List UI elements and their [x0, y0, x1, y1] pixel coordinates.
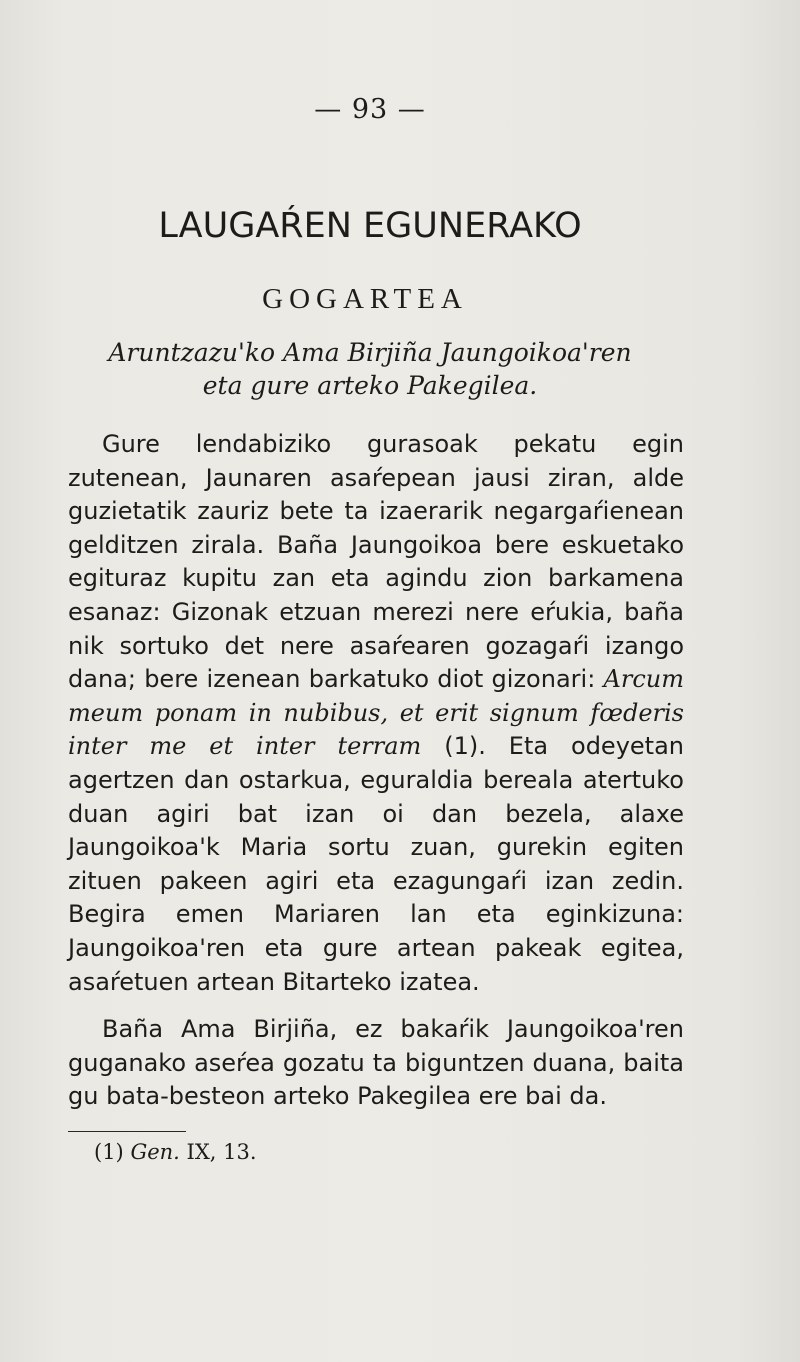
subtitle-line-2: eta gure arteko Pakegilea. — [202, 371, 538, 400]
footnote-marker: (1) — [94, 1140, 124, 1164]
section-title: GOGARTEA — [262, 283, 468, 315]
paragraph-1-text-a: Gure lendabiziko gurasoak pekatu egin zutenean, Jaunaren asaŕepean jausi ziran, alde guzietatik zauriz bete ta izaerarik negargaŕienean gelditzen zirala. Baña Jaungoikoa bere eskuetako egituraz kupitu zan eta agindu zion barkamena esanaz: Gizonak etzuan merezi nere eŕukia, baña nik sortuko det nere asaŕearen gozagaŕi izango dana; bere izenean barkatuko diot gizonari: — [68, 430, 684, 694]
latin-quote: Arcum meum ponam in nubibus, et erit signum fœderis inter me et inter terram — [68, 665, 684, 761]
page-number: — 93 — — [314, 94, 426, 125]
footnote-ref-chapter: IX, 13. — [186, 1140, 257, 1164]
subtitle — [0, 336, 740, 402]
paragraph-1 — [68, 428, 684, 999]
footnote-ref-book: Gen. — [130, 1140, 180, 1164]
paragraph-1-text-b: (1). Eta odeyetan agertzen dan ostarkua, eguraldia bereala atertuko duan agiri bat izan oi dan bezela, alaxe Jaungoikoa'k Maria sortu zuan, gurekin egiten zituen pakeen agiri eta ezagungaŕi izan zedin. Begira emen Mariaren lan eta eginkizuna: Jaungoikoa'ren eta gure artean pakeak egitea, asaŕetuen artean Bitarteko izatea. — [68, 732, 684, 996]
subtitle-line-1: Aruntzazu'ko Ama Birjiña Jaungoikoa'ren — [108, 338, 632, 367]
chapter-title: LAUGAŔEN EGUNERAKO — [158, 206, 582, 246]
footnote — [94, 1140, 257, 1164]
paragraph-2: Baña Ama Birjiña, ez bakaŕik Jaungoikoa'ren guganako aseŕea gozatu ta biguntzen duana, baita gu bata-besteon arteko Pakegilea ere bai da. — [68, 1015, 684, 1111]
footnote-divider — [68, 1131, 186, 1132]
